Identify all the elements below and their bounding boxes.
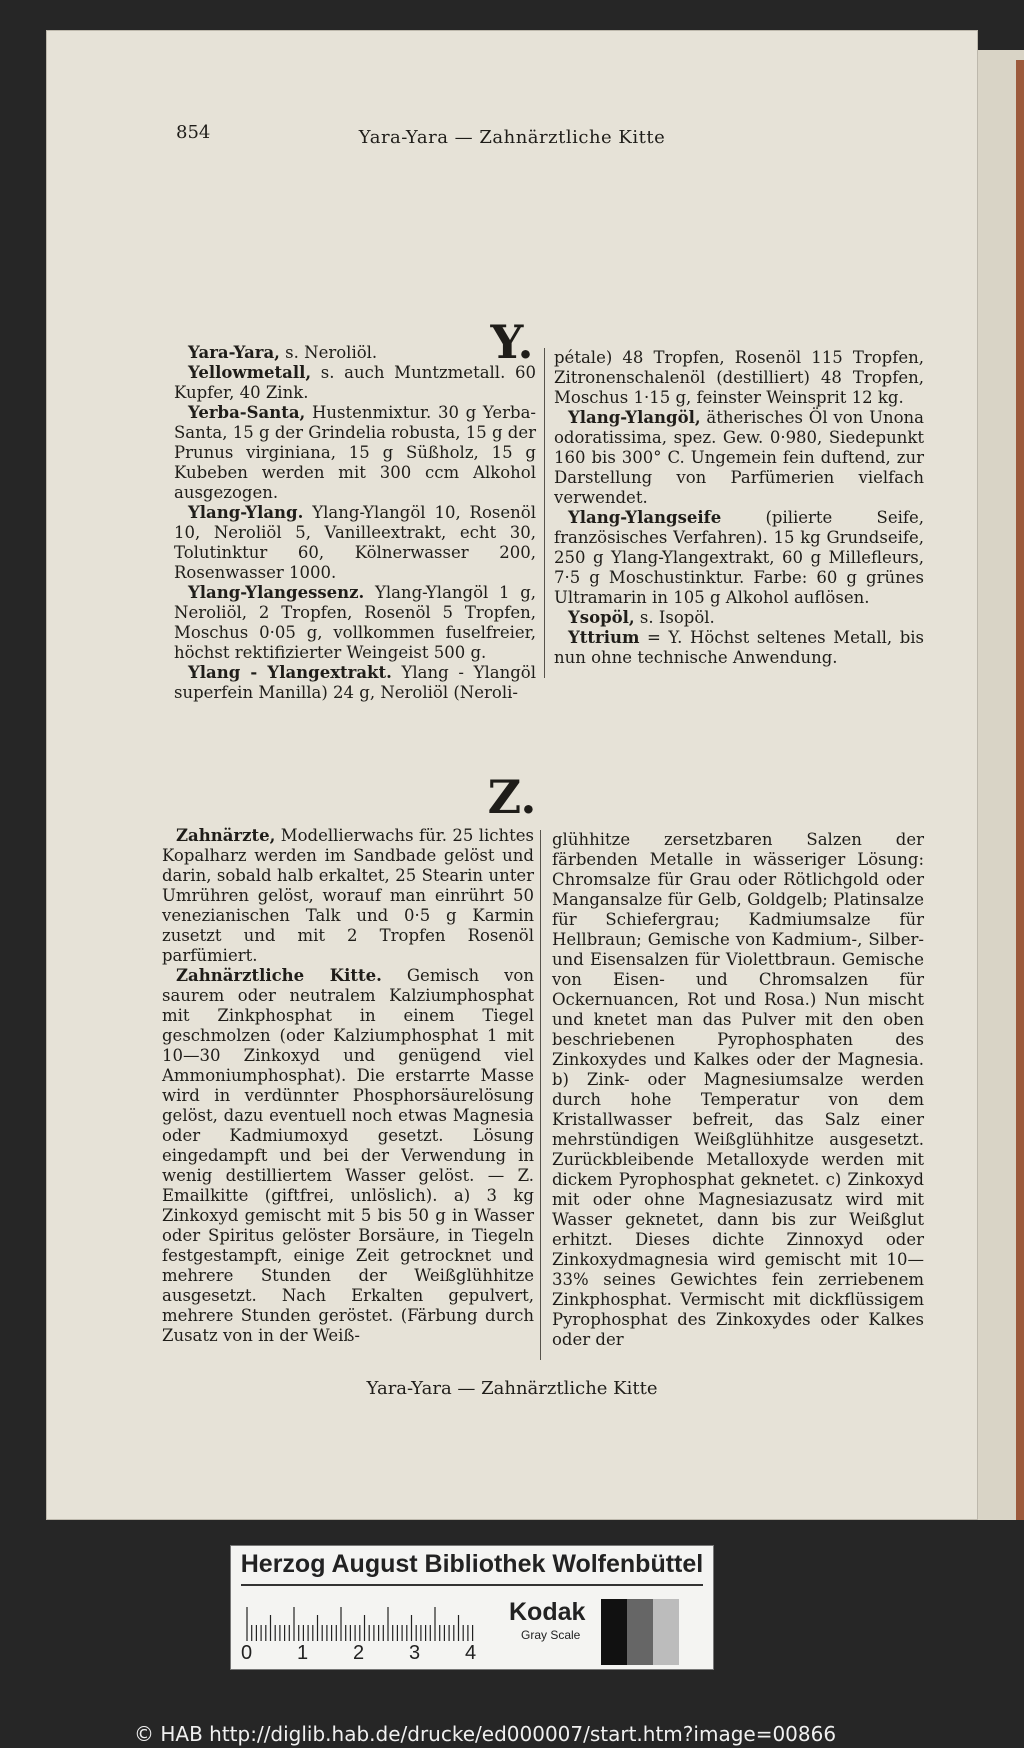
dictionary-entry xyxy=(174,503,536,583)
copyright-credit: © HAB http://diglib.hab.de/drucke/ed000007/start.htm?image=00866 xyxy=(134,1722,837,1746)
ruler-scale xyxy=(243,1601,493,1641)
dictionary-entry xyxy=(174,403,536,503)
book-binding-edge xyxy=(1016,60,1024,1520)
entry-lemma: Zahnärztliche Kitte. xyxy=(176,966,382,985)
entry-lemma: Yara-Yara, xyxy=(188,343,280,362)
entry-lemma: Ylang - Ylangextrakt. xyxy=(188,663,392,682)
ruler-number: 2 xyxy=(353,1642,365,1664)
kodak-logo: Kodak xyxy=(509,1598,586,1626)
dictionary-entry xyxy=(162,966,534,1346)
entry-text: = Y. Höchst seltenes Metall, bis nun ohne technische Anwendung. xyxy=(554,628,924,667)
dictionary-entry xyxy=(552,830,924,1350)
section-letter-y: Y. xyxy=(490,315,534,369)
entry-lemma: Ylang-Ylangseife xyxy=(568,508,722,527)
dictionary-entry xyxy=(174,363,536,403)
gray-scale-label: Gray Scale xyxy=(521,1628,581,1642)
ruler-number: 0 xyxy=(241,1642,253,1664)
entry-text: s. Neroliöl. xyxy=(279,343,378,362)
section-letter-z: Z. xyxy=(487,770,537,824)
entry-lemma: Yellowmetall, xyxy=(188,363,312,382)
scan-reference-card xyxy=(230,1545,714,1670)
book-page xyxy=(46,30,978,1520)
entry-lemma: Ylang-Ylangöl, xyxy=(568,408,701,427)
entry-text: Ylang-Ylangöl 1 g, Neroliöl, 2 Tropfen, Rosenöl 5 Tropfen, Moschus 0·05 g, vollkommen fuselfreier, höchst rektifizierter Weingeist 500 g. xyxy=(174,583,536,662)
entry-text: (pilierte Seife, französisches Verfahren). 15 kg Grundseife, 250 g Ylang-Ylangextrakt, 60 g Millefleurs, 7·5 g Moschustinktur. Farbe: 60 g grünes Ultramarin in 105 g Alkohol auflösen. xyxy=(554,508,924,607)
column-z-left xyxy=(162,826,534,1346)
dictionary-entry xyxy=(174,663,536,703)
entry-text: Hustenmixtur. 30 g Yerba-Santa, 15 g der Grindelia robusta, 15 g der Prunus virginiana, 15 g Süßholz, 15 g Kubeben werden mit 300 ccm Alkohol ausgezogen. xyxy=(174,403,536,502)
entry-lemma: Ylang-Ylang. xyxy=(188,503,304,522)
column-y-right xyxy=(554,348,924,668)
entry-text: s. Isopöl. xyxy=(634,608,715,627)
dictionary-entry xyxy=(554,508,924,608)
column-divider-z xyxy=(540,830,541,1360)
gray-swatch-dark xyxy=(627,1599,653,1665)
page-number: 854 xyxy=(176,122,211,143)
dictionary-entry xyxy=(174,343,536,363)
dictionary-entry xyxy=(174,583,536,663)
entry-text: glühhitze zersetzbaren Salzen der färbenden Metalle in wässeriger Lösung: Chromsalze für Grau oder Rötlichgold oder Mangansalze für Gelb, Goldgelb; Platinsalze für Schiefergrau; Kadmiumsalze für Hellbraun; Gemische von Kadmium-, Silber- und Eisensalzen für Violettbraun. Gemische von Eisen- und Chromsalzen für Ockernuancen, Rot und Rosa.) Nun mischt und knetet man das Pulver mit den oben beschriebenen Pyrophosphaten des Zinkoxydes und Kalkes oder der Magnesia. b) Zink- oder Magnesiumsalze werden durch hohe Temperatur von dem Kristallwasser befreit, das Salz einer mehrstündigen Weißglühhitze ausgesetzt. Zurückbleibende Metalloxyde werden mit dickem Pyrophosphat geknetet. c) Zinkoxyd mit oder ohne Magnesiazusatz wird mit Wasser geknetet, dann bis zur Weißglut erhitzt. Dieses dichte Zinnoxyd oder Zinkoxydmagnesia wird gemischt mit 10—33% seines Gewichtes fein zerriebenem Zinkphosphat. Vermischt mit dickflüssigem Pyrophosphat des Zinkoxydes oder Kalkes oder der xyxy=(552,830,924,1349)
entry-lemma: Zahnärzte, xyxy=(176,826,276,845)
ruler-numbers xyxy=(241,1642,501,1664)
ruler-number: 1 xyxy=(297,1642,309,1664)
dictionary-entry xyxy=(554,628,924,668)
entry-lemma: Ylang-Ylangessenz. xyxy=(188,583,365,602)
entry-text: pétale) 48 Tropfen, Rosenöl 115 Tropfen, Zitronenschalenöl (destilliert) 48 Tropfen, Moschus 1·15 g, feinster Weinsprit 12 kg. xyxy=(554,348,924,407)
card-divider xyxy=(241,1584,703,1586)
entry-text: Ylang-Ylangöl 10, Rosenöl 10, Neroliöl 5, Vanilleextrakt, echt 30, Tolutinktur 60, Kölnerwasser 200, Rosenwasser 1000. xyxy=(174,503,536,582)
entry-lemma: Yttrium xyxy=(568,628,640,647)
entry-text: Ylang - Ylangöl superfein Manilla) 24 g, Neroliöl (Neroli- xyxy=(174,663,536,702)
running-head: Yara-Yara — Zahnärztliche Kitte xyxy=(358,127,666,148)
column-y-left xyxy=(174,343,536,703)
entry-text: Modellierwachs für. 25 lichtes Kopalharz werden im Sandbade gelöst und darin, sobald halb erkaltet, 25 Stearin unter Umrühren gelöst, worauf man einrührt 50 venezianischen Talk und 0·5 g Karmin zusetzt und mit 2 Tropfen Rosenöl parfümiert. xyxy=(162,826,534,965)
entry-text: s. auch Muntzmetall. 60 Kupfer, 40 Zink. xyxy=(174,363,536,402)
entry-text: ätherisches Öl von Unona odoratissima, spez. Gew. 0·980, Siedepunkt 160 bis 300° C. Ungemein fein duftend, zur Darstellung von Parfümerien vielfach verwendet. xyxy=(554,408,924,507)
dictionary-entry xyxy=(554,408,924,508)
entry-lemma: Yerba-Santa, xyxy=(188,403,306,422)
gray-swatch-black xyxy=(601,1599,627,1665)
dictionary-entry xyxy=(554,348,924,408)
library-name: Herzog August Bibliothek Wolfenbüttel xyxy=(240,1550,704,1578)
column-divider-y xyxy=(544,348,545,678)
gray-swatch-light xyxy=(653,1599,679,1665)
entry-text: Gemisch von saurem oder neutralem Kalziumphosphat mit Zinkphosphat in einem Tiegel geschmolzen (oder Kalziumphosphat 1 mit 10—30 Zinkoxyd und genügend viel Ammoniumphosphat). Die erstarrte Masse wird in verdünnter Phosphorsäurelösung gelöst, dazu eventuell noch etwas Magnesia oder Kadmiumoxyd gesetzt. Lösung eingedampft und bei der Verwendung in wenig destilliertem Wasser gelöst. — Z. Emailkitte (giftfrei, unlöslich). a) 3 kg Zinkoxyd gemischt mit 5 bis 50 g in Wasser oder Spiritus gelöster Borsäure, in Tiegeln festgestampft, einige Zeit getrocknet und mehrere Stunden der Weißglühhitze ausgesetzt. Nach Erkalten gepulvert, mehrere Stunden geröstet. (Färbung durch Zusatz von in der Weiß- xyxy=(162,966,534,1345)
dictionary-entry xyxy=(554,608,924,628)
dictionary-entry xyxy=(162,826,534,966)
ruler-number: 4 xyxy=(465,1642,477,1664)
page-footer: Yara-Yara — Zahnärztliche Kitte xyxy=(366,1378,658,1399)
column-z-right xyxy=(552,830,924,1350)
ruler-number: 3 xyxy=(409,1642,421,1664)
entry-lemma: Ysopöl, xyxy=(568,608,635,627)
